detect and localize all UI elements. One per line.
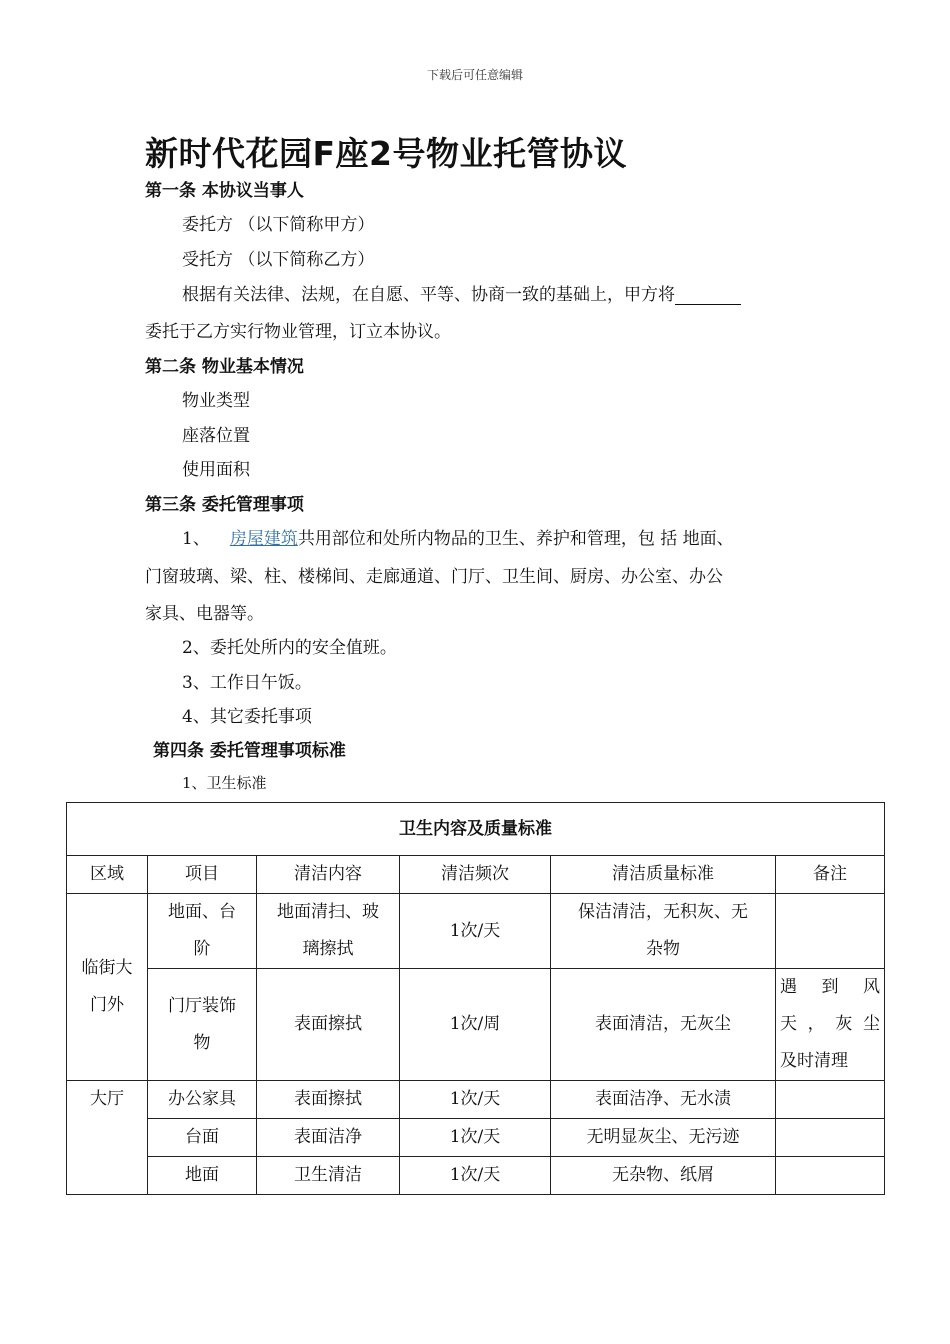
frequency-cell: 1次/天 [400,1119,551,1157]
table-caption: 卫生内容及质量标准 [67,803,885,856]
content-cell: 表面擦拭 [257,969,400,1081]
item-cell: 台面 [148,1119,257,1157]
header-quality-standard: 清洁质量标准 [551,856,776,894]
header-notes: 备注 [776,856,885,894]
matter-1-text: 共用部位和处所内物品的卫生、养护和管理，包 括 地面、 [297,529,734,549]
item-cell: 地面 [148,1157,257,1195]
zone-lobby: 大厅 [67,1081,148,1195]
trustee-line: 受托方 （以下简称乙方） [182,250,375,270]
article-4-heading: 第四条 委托管理事项标准 [153,741,346,761]
item-cell: 地面、台 阶 [148,894,257,969]
table-row [67,969,885,1081]
note-cell [776,1081,885,1119]
location-label: 座落位置 [182,426,250,446]
standard-cell: 无杂物、纸屑 [551,1157,776,1195]
agreement-paragraph-text: 根据有关法律、法规，在自愿、平等、协商一致的基础上，甲方将 [182,285,675,305]
header-content: 清洁内容 [257,856,400,894]
table-row [67,894,885,969]
standard-cell: 表面清洁，无灰尘 [551,969,776,1081]
note-cell [776,894,885,969]
matter-3: 3、工作日午饭。 [182,673,312,693]
fill-in-blank[interactable] [675,288,741,305]
frequency-cell: 1次/天 [400,1081,551,1119]
table-row [67,1119,885,1157]
note-cell [776,1157,885,1195]
table-row [67,1157,885,1195]
article-2-heading: 第二条 物业基本情况 [145,357,304,377]
content-cell: 地面清扫、玻 璃擦拭 [257,894,400,969]
hygiene-standard-label: 1、卫生标准 [182,774,267,792]
frequency-cell: 1次/周 [400,969,551,1081]
item-cell: 办公家具 [148,1081,257,1119]
content-cell: 表面洁净 [257,1119,400,1157]
note-cell [776,1119,885,1157]
article-3-heading: 第三条 委托管理事项 [145,495,304,515]
hygiene-standards-table [66,802,885,1195]
matter-4: 4、其它委托事项 [182,707,312,727]
standard-cell: 保洁清洁，无积灰、无 杂物 [551,894,776,969]
article-1-heading: 第一条 本协议当事人 [145,181,304,201]
matter-1-number: 1、 [182,529,210,549]
table-header-row [67,856,885,894]
content-cell: 卫生清洁 [257,1157,400,1195]
zone-street-gate: 临街大 门外 [67,894,148,1081]
document-title: 新时代花园F座2号物业托管协议 [145,134,628,173]
matter-1-line2: 门窗玻璃、梁、柱、楼梯间、走廊通道、门厅、卫生间、厨房、办公室、办公 [145,567,723,587]
frequency-cell: 1次/天 [400,894,551,969]
standard-cell: 表面洁净、无水渍 [551,1081,776,1119]
matter-1-line1 [182,524,734,549]
header-item: 项目 [148,856,257,894]
frequency-cell: 1次/天 [400,1157,551,1195]
note-cell: 遇到风 天，灰尘 及时清理 [776,969,885,1081]
standard-cell: 无明显灰尘、无污迹 [551,1119,776,1157]
table-row [67,1081,885,1119]
agreement-paragraph-line1 [182,280,741,305]
client-line: 委托方 （以下简称甲方） [182,215,375,235]
header-frequency: 清洁频次 [400,856,551,894]
agreement-paragraph-line2: 委托于乙方实行物业管理，订立本协议。 [145,322,451,342]
item-cell: 门厅装饰 物 [148,969,257,1081]
matter-1-line3: 家具、电器等。 [145,604,264,624]
content-cell: 表面擦拭 [257,1081,400,1119]
header-note: 下载后可任意编辑 [426,68,523,82]
building-link[interactable]: 房屋建筑 [229,529,298,549]
usable-area-label: 使用面积 [182,460,250,480]
matter-2: 2、委托处所内的安全值班。 [182,638,397,658]
header-zone: 区域 [67,856,148,894]
property-type-label: 物业类型 [182,391,250,411]
